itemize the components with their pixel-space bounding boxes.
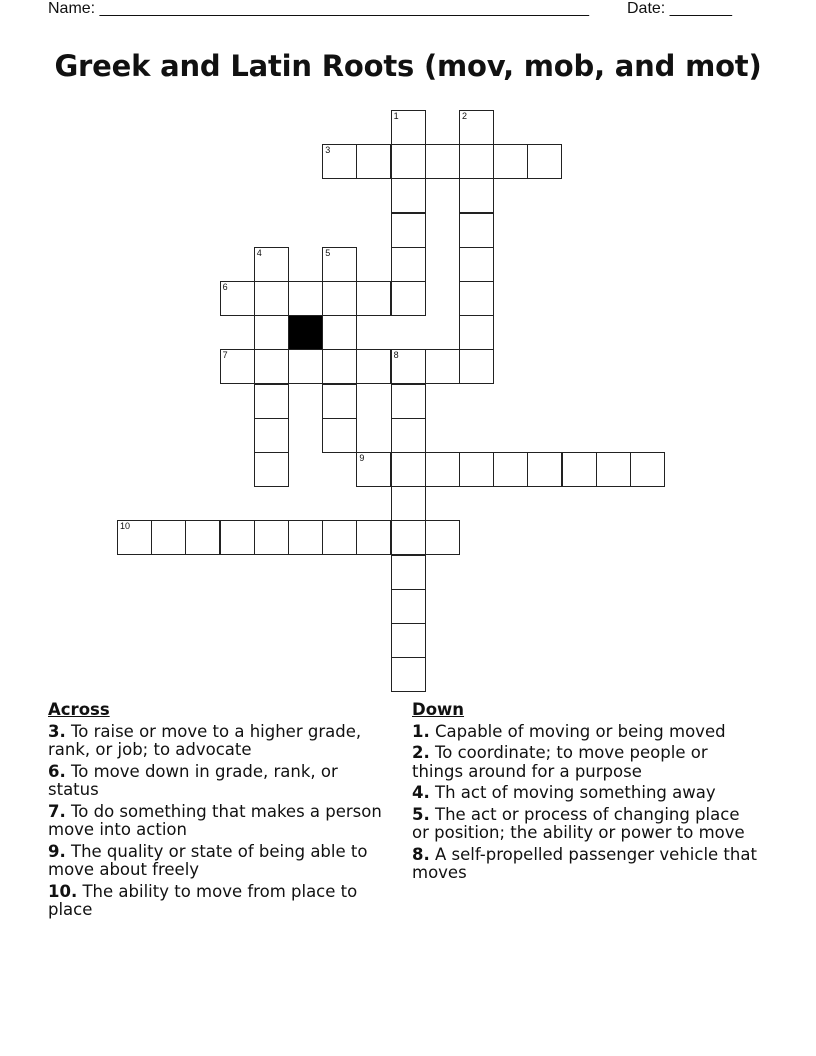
crossword-cell[interactable] bbox=[254, 247, 289, 282]
clue-number-label: 6. bbox=[48, 761, 66, 781]
crossword-cell[interactable] bbox=[220, 520, 255, 555]
crossword-cell[interactable] bbox=[425, 520, 460, 555]
clue-number: 7 bbox=[222, 350, 228, 361]
clue-number-label: 1. bbox=[412, 721, 430, 741]
crossword-cell[interactable] bbox=[391, 178, 426, 213]
clue-text: To coordinate; to move people or things around for a purpose bbox=[412, 743, 708, 781]
clue-number-label: 4. bbox=[412, 783, 430, 802]
clue-text: The quality or state of being able to move about freely bbox=[48, 841, 368, 879]
crossword-cell[interactable] bbox=[391, 384, 426, 419]
crossword-cell[interactable] bbox=[391, 418, 426, 453]
clue-number: 10 bbox=[120, 521, 131, 532]
down-clue bbox=[412, 723, 757, 742]
crossword-cell[interactable] bbox=[391, 110, 426, 145]
crossword-cell[interactable] bbox=[493, 452, 528, 487]
clue-number-label: 2. bbox=[412, 743, 430, 762]
clue-text: To move down in grade, rank, or status bbox=[48, 761, 338, 799]
clue-number-label: 5. bbox=[412, 804, 430, 824]
page-title: Greek and Latin Roots (mov, mob, and mot) bbox=[54, 49, 762, 83]
crossword-cell[interactable] bbox=[630, 452, 665, 487]
clue-number-label: 3. bbox=[48, 721, 66, 741]
crossword-cell[interactable] bbox=[185, 520, 220, 555]
crossword-cell[interactable] bbox=[254, 452, 289, 487]
crossword-cell[interactable] bbox=[425, 349, 460, 384]
clue-number: 2 bbox=[462, 111, 468, 121]
down-clue bbox=[412, 784, 757, 803]
crossword-cell[interactable] bbox=[391, 213, 426, 248]
crossword-cell[interactable] bbox=[459, 144, 494, 179]
crossword-cell[interactable] bbox=[527, 144, 562, 179]
clue-number: 5 bbox=[325, 247, 331, 258]
across-clue bbox=[48, 763, 393, 800]
crossword-cell[interactable] bbox=[322, 384, 357, 419]
clue-text: To raise or move to a higher grade, rank, or job; to advocate bbox=[48, 721, 362, 759]
crossword-cell[interactable] bbox=[322, 520, 357, 555]
crossword-cell[interactable] bbox=[322, 144, 357, 179]
crossword-cell[interactable] bbox=[288, 349, 323, 384]
crossword-cell[interactable] bbox=[391, 486, 426, 521]
crossword-cell[interactable] bbox=[459, 110, 494, 145]
across-clue bbox=[48, 723, 393, 760]
across-clue bbox=[48, 803, 393, 840]
crossword-cell[interactable] bbox=[254, 520, 289, 555]
crossword-cell[interactable] bbox=[322, 281, 357, 316]
crossword-cell[interactable] bbox=[596, 452, 631, 487]
crossword-cell[interactable] bbox=[459, 178, 494, 213]
crossword-cell[interactable] bbox=[220, 281, 255, 316]
clue-text: The ability to move from place to place bbox=[48, 881, 358, 919]
crossword-cell[interactable] bbox=[322, 247, 357, 282]
clue-number: 8 bbox=[393, 350, 399, 361]
crossword-cell[interactable] bbox=[425, 144, 460, 179]
crossword-cell[interactable] bbox=[527, 452, 562, 487]
crossword-cell[interactable] bbox=[356, 349, 391, 384]
crossword-cell[interactable] bbox=[254, 349, 289, 384]
down-clues bbox=[412, 701, 757, 886]
crossword-cell[interactable] bbox=[356, 281, 391, 316]
crossword-cell[interactable] bbox=[391, 144, 426, 179]
clue-text: A self-propelled passenger vehicle that moves bbox=[412, 844, 757, 882]
blocked-cell bbox=[288, 315, 323, 350]
crossword-cell[interactable] bbox=[254, 384, 289, 419]
down-clue bbox=[412, 744, 757, 781]
crossword-cell[interactable] bbox=[459, 247, 494, 282]
date-field-line[interactable]: Date: _______ bbox=[627, 0, 732, 17]
crossword-cell[interactable] bbox=[322, 349, 357, 384]
crossword-cell[interactable] bbox=[391, 349, 426, 384]
clue-number-label: 10. bbox=[48, 881, 78, 901]
crossword-cell[interactable] bbox=[459, 281, 494, 316]
clue-number-label: 7. bbox=[48, 801, 66, 821]
clue-text: To do something that makes a person move into action bbox=[48, 801, 382, 839]
crossword-cell[interactable] bbox=[391, 589, 426, 624]
crossword-cell[interactable] bbox=[459, 349, 494, 384]
clue-number: 3 bbox=[325, 145, 331, 156]
across-clue-list bbox=[48, 723, 393, 920]
across-clue bbox=[48, 843, 393, 880]
clue-number: 9 bbox=[359, 453, 365, 463]
crossword-cell[interactable] bbox=[493, 144, 528, 179]
down-clue-list bbox=[412, 723, 757, 883]
clue-number: 6 bbox=[222, 282, 228, 292]
crossword-cell[interactable] bbox=[391, 555, 426, 590]
crossword-cell[interactable] bbox=[288, 281, 323, 316]
crossword-cell[interactable] bbox=[459, 213, 494, 248]
clue-number-label: 9. bbox=[48, 841, 66, 861]
crossword-cell[interactable] bbox=[391, 623, 426, 658]
crossword-cell[interactable] bbox=[562, 452, 597, 487]
crossword-cell[interactable] bbox=[151, 520, 186, 555]
crossword-cell[interactable] bbox=[356, 452, 391, 487]
clue-text: Capable of moving or being moved bbox=[429, 721, 726, 741]
crossword-cell[interactable] bbox=[391, 247, 426, 282]
crossword-cell[interactable] bbox=[356, 144, 391, 179]
across-clues bbox=[48, 701, 393, 923]
crossword-cell[interactable] bbox=[254, 418, 289, 453]
crossword-cell[interactable] bbox=[459, 452, 494, 487]
down-heading: Down bbox=[412, 700, 465, 719]
clue-number-label: 8. bbox=[412, 844, 430, 864]
crossword-cell[interactable] bbox=[459, 315, 494, 350]
crossword-cell[interactable] bbox=[391, 281, 426, 316]
clue-text: Th act of moving something away bbox=[429, 783, 716, 802]
crossword-cell[interactable] bbox=[288, 520, 323, 555]
crossword-cell[interactable] bbox=[254, 281, 289, 316]
down-clue bbox=[412, 806, 757, 843]
across-clue bbox=[48, 883, 393, 920]
clue-number: 4 bbox=[256, 247, 262, 258]
down-clue bbox=[412, 846, 757, 883]
clue-text: The act or process of changing place or position; the ability or power to move bbox=[412, 804, 745, 842]
crossword-cell[interactable] bbox=[425, 452, 460, 487]
crossword-cell[interactable] bbox=[117, 520, 152, 555]
crossword-cell[interactable] bbox=[322, 418, 357, 453]
clue-number: 1 bbox=[393, 111, 399, 121]
crossword-cell[interactable] bbox=[322, 315, 357, 350]
across-heading: Across bbox=[48, 700, 110, 719]
crossword-cell[interactable] bbox=[391, 657, 426, 692]
crossword-cell[interactable] bbox=[356, 520, 391, 555]
crossword-cell[interactable] bbox=[391, 452, 426, 487]
crossword-cell[interactable] bbox=[254, 315, 289, 350]
crossword-cell[interactable] bbox=[391, 520, 426, 555]
crossword-cell[interactable] bbox=[220, 349, 255, 384]
name-field-line[interactable]: Name: _______________________________________________________ bbox=[48, 0, 589, 17]
